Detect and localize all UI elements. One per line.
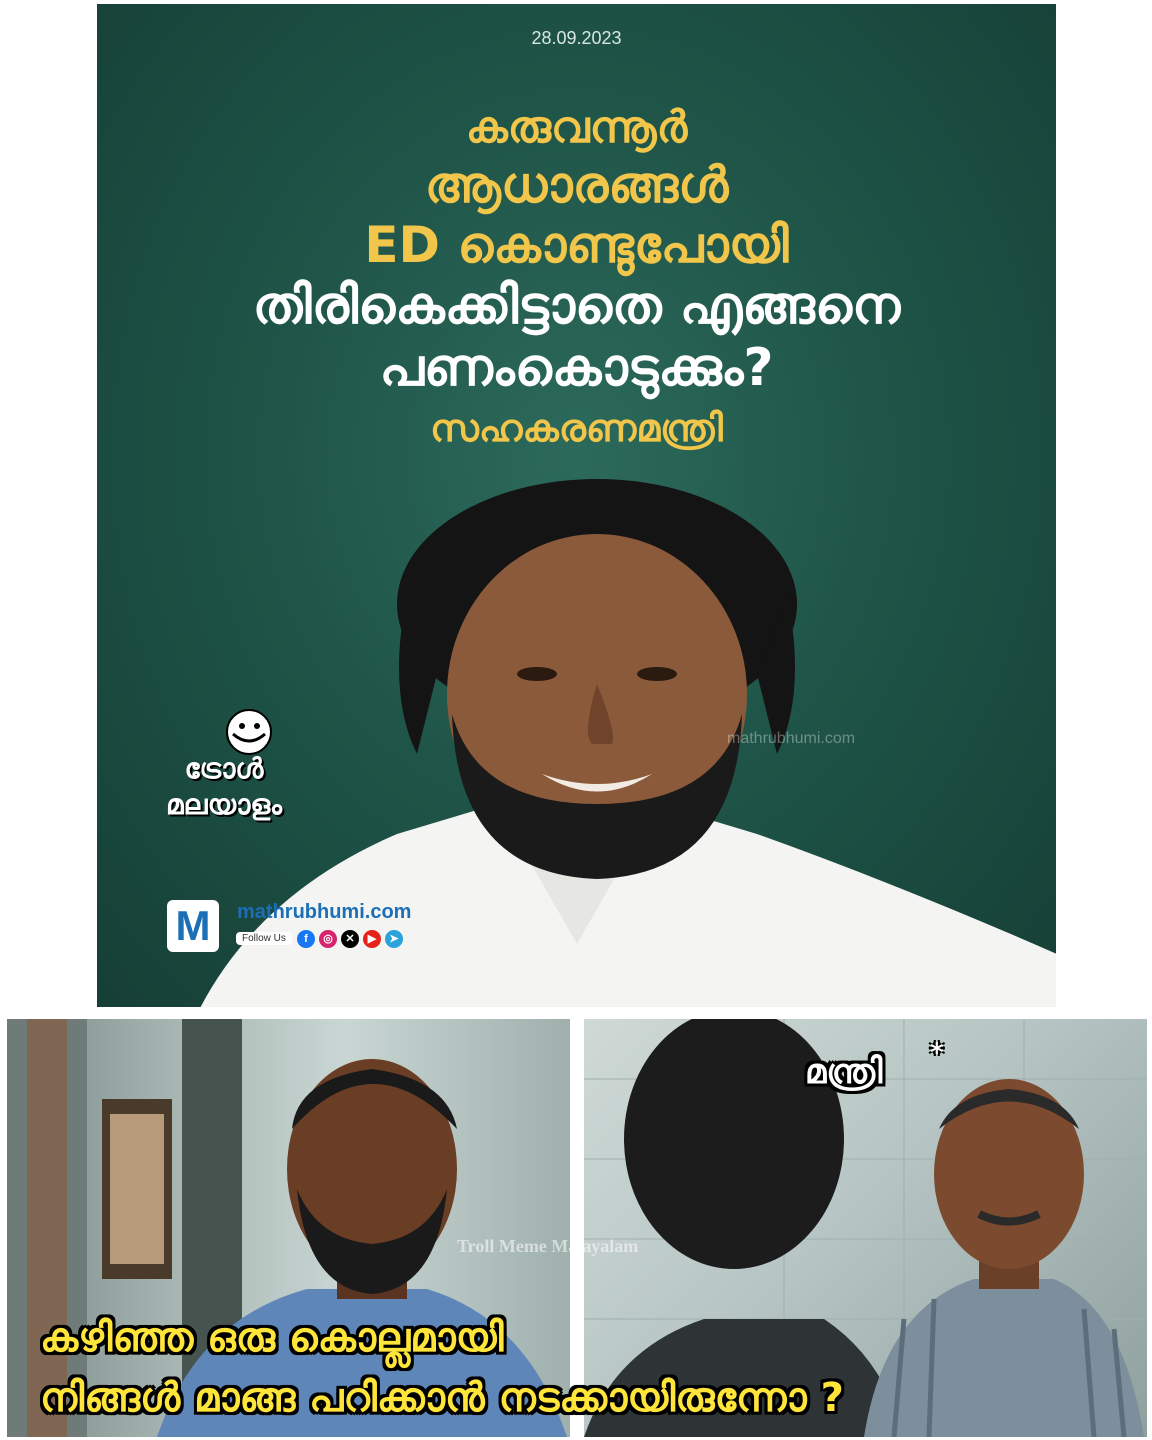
instagram-icon[interactable]: ◎ (319, 930, 337, 948)
news-date: 28.09.2023 (531, 28, 622, 48)
facebook-icon[interactable]: f (297, 930, 315, 948)
news-headline (97, 102, 1056, 451)
headline-attribution: സഹകരണമന്ത്രി (430, 405, 723, 450)
meme-caption-line-1: കഴിഞ്ഞ ഒരു കൊല്ലമായി (40, 1315, 504, 1361)
watermark-site: mathrubhumi.com (727, 730, 856, 747)
x-icon[interactable]: ✕ (341, 930, 359, 948)
meme-caption (40, 1308, 844, 1428)
troll-malayalam-logo (149, 704, 299, 844)
mathrubhumi-site: mathrubhumi.com (237, 901, 412, 923)
troll-logo-line-1: ട്രോൾ (184, 752, 264, 785)
telegram-icon[interactable]: ➤ (385, 930, 403, 948)
follow-us-label: Follow Us (236, 932, 292, 945)
meme-watermark: Troll Meme Malayalam (457, 1236, 639, 1256)
headline-line-4: തിരികെക്കിട്ടാതെ എങ്ങനെ (252, 275, 901, 336)
headline-line-3: ED കൊണ്ടുപോയി (364, 215, 789, 274)
minister-photo (197, 474, 1056, 1007)
asterisk-icon: * (930, 1038, 944, 1068)
meme-caption-line-2: നിങ്ങൾ മാങ്ങ പറിക്കാൻ നടക്കായിരുന്നോ ? (40, 1375, 844, 1421)
headline-line-5: പണംകൊടുക്കും? (379, 338, 774, 399)
mathrubhumi-logo: M (167, 900, 219, 952)
youtube-icon[interactable]: ▶ (363, 930, 381, 948)
news-card (97, 4, 1056, 1007)
minister-label: മന്ത്രി (805, 1052, 883, 1092)
social-icons (297, 930, 403, 948)
headline-line-2: ആധാരങ്ങൾ (424, 155, 729, 214)
headline-line-1: കരുവന്നൂർ (465, 102, 688, 153)
troll-logo-line-2: മലയാളം (165, 788, 283, 821)
